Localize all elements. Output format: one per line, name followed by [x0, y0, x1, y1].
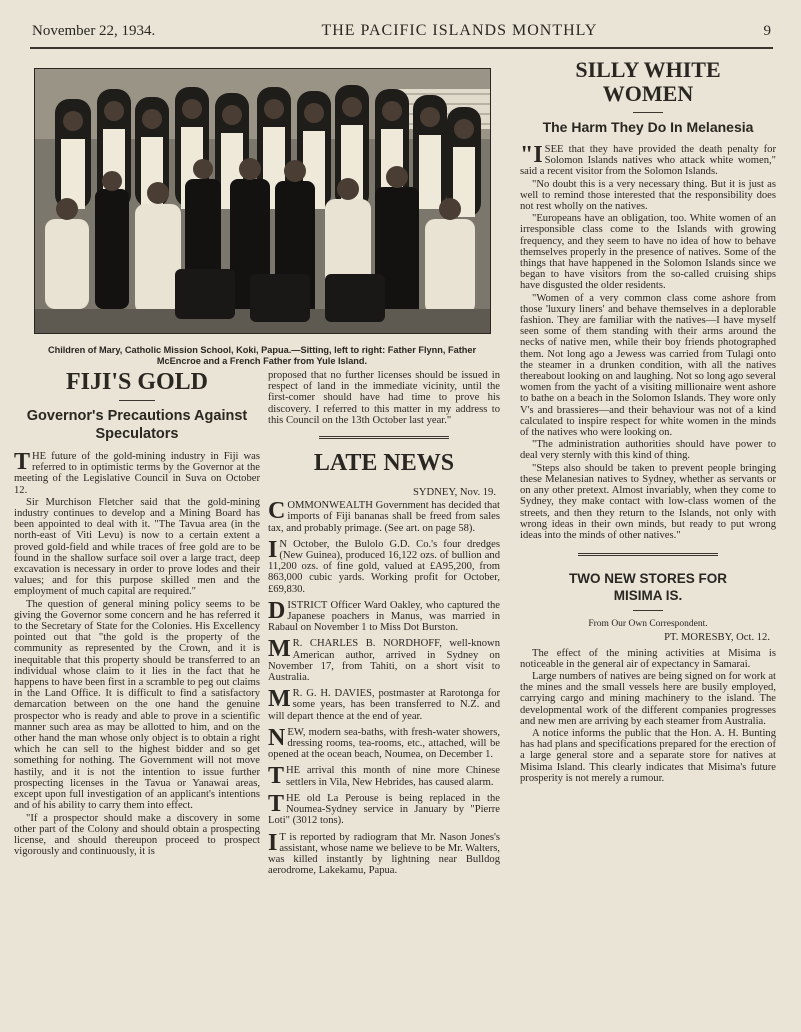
fiji-dropcap: T [14, 449, 31, 475]
late-news-item [268, 829, 500, 877]
late-news-dropcap: I [268, 536, 278, 563]
late-news-item-text: HE arrival this month of nine more Chinese settlers in Vila, New Hebrides, has caused alarm. [286, 765, 500, 788]
misima-byline: From Our Own Correspondent. [588, 619, 708, 630]
late-news-dropcap: N [268, 724, 286, 751]
header-rule [30, 47, 773, 49]
late-news-item-text: ISTRICT Officer Ward Oakley, who captured the Japanese poachers in Manus, was married in Rabaul on November 1 to Miss Dot Burston. [268, 599, 500, 634]
late-news-item [268, 790, 500, 827]
late-news-dropcap: I [268, 829, 278, 856]
fiji-para-2: Sir Murchison Fletcher said that the gold-mining industry continues to develop and a Mining Board has been appointed to deal with it. "The Tavua area (in the north-east of Viti Levu) is now to a certain extent a proved gold-field and while traces of free gold are to be found in the shallow surface soil over a large tract, deep excavation is necessary in order to prove lodes and their values; and for this purpose skilled men and the employment of much capital are required." [14, 496, 260, 598]
misima-para-3: A notice informs the public that the Hon. A. H. Bunting has had plans and specifications prepared for the erection of a large general store and a separate store for natives at Misima Island. This clearly indicates that Misima's future prosperity is not merely a rumour. [520, 727, 776, 784]
late-news-dropcap: M [268, 636, 291, 663]
late-news-headline: LATE NEWS [313, 450, 455, 477]
page-number: 9 [763, 22, 771, 39]
silly-para-4: "Women of a very common class come ashore from those 'luxury liners' and behave themselves in a deplorable fashion. They are familiar with the natives—I have myself seen some of them standing with their arms around the necks of native men, while their boy friends photographed them. Not long ago a Jewess was carried from Tulagi onto the steamer in a drunken condition, with all the natives thereabout looking on and laughing. Not so long ago several women from the yacht of a visiting millionaire went ashore to bathe on a beach in the Solomon Islands. They wore only V's and brassieres—and their behaviour was not of a kind calculated to inspire respect for white women in the minds of the natives who were looking on. [520, 292, 776, 439]
misima-divider [633, 610, 663, 611]
silly-para-2: "No doubt this is a very necessary thing. But it is just as well to remind those interested that the responsibility does not rest wholly on the natives. [520, 178, 776, 213]
late-news-dateline: SYDNEY, Nov. 19. [413, 487, 496, 499]
fiji-subhead: Governor's Precautions Against Speculators [26, 408, 248, 442]
silly-headline-line-2: WOMEN [602, 81, 694, 106]
late-news-dropcap: T [268, 790, 285, 817]
misima-para-2: Large numbers of natives are being signed on for work at the mines and the small vessels here are busily employed, carrying cargo and mining machinery to the island. The developmental work of the different companies progresses and new men are arriving by each steamer from Australia. [520, 670, 776, 727]
silly-dropcap: "I [520, 142, 543, 168]
late-news-item [268, 536, 500, 595]
misima-headline-line-2: MISIMA IS. [613, 588, 683, 604]
late-news-item [268, 688, 500, 722]
late-news-item [268, 500, 500, 534]
silly-subhead: The Harm They Do In Melanesia [542, 119, 754, 135]
silly-para-1: "ISEE that they have provided the death penalty for Solomon Islands natives who attack white women," said a recent visitor from the Solomon Islands. [520, 142, 776, 178]
photo-caption: Children of Mary, Catholic Mission School, Koki, Papua.—Sitting, left to right: Father Flynn, Father McEncroe and a French Father from Yule Island. [47, 345, 477, 366]
fiji-article [14, 368, 260, 858]
late-news-item-text: R. CHARLES B. NORDHOFF, well-known American author, arrived in Sydney on November 17, from Tahiti, on a short visit to Australia. [268, 638, 500, 684]
late-news-item [268, 763, 500, 790]
misima-rule [578, 553, 718, 556]
late-news-item [268, 638, 500, 683]
late-news-item-text: N October, the Bulolo G.D. Co.'s four dredges (New Guinea), produced 16,122 ozs. of bullion and 11,200 ozs. of fine gold, valued at £A95,200, from 863,000 cubic yards. Working profit for October, £69,830. [268, 538, 500, 595]
late-news-item-text: OMMONWEALTH Government has decided that imports of Fiji bananas shall be freed from sales tax, and probably primage. (See art. on page 58). [268, 500, 500, 534]
late-news-item-text: EW, modern sea-baths, with fresh-water showers, dressing rooms, tea-rooms, etc., attached, will be opened at the ocean beach, Noumea, on December 1. [268, 726, 500, 761]
silly-para-5: "The administration authorities should have power to deal very sternly with this kind of thing. [520, 439, 776, 462]
late-news-item-text: T is reported by radiogram that Mr. Nason Jones's assistant, whose name we believe to be Mr. Walters, was killed instantly by lightning near Bulldog aerodrome, Lakekamu, Papua. [268, 831, 500, 877]
silly-women-article [520, 58, 776, 785]
late-news-rule [319, 436, 449, 439]
late-news-item-text: HE old La Perouse is being replaced in the Noumea-Sydney service in January by "Pierre Loti" (3012 tons). [268, 792, 500, 827]
silly-headline-line-1: SILLY WHITE [575, 57, 721, 82]
fiji-continuation: proposed that no further licenses should be issued in respect of land in the immediate vicinity, until the first-comer should have had time to prove his discovery. I referred to this matter in my address to this Council on the 13th October last year." [268, 370, 500, 426]
group-photo-illustration [35, 69, 491, 334]
late-news-dropcap: D [268, 597, 286, 624]
late-news-item [268, 597, 500, 634]
late-news-item [268, 724, 500, 761]
fiji-para-3: The question of general mining policy seems to be giving the Governor some concern and he has referred it to the Secretary of State for the Colonies. His Excellency pointed out that "the gold is the property of the community as represented by the Crown, and it is inequitable that this property should be transferred to an individual whose claim to it lies in the fact that he happens to have been first in a scramble to peg out claims in the Land Office. It is difficult to find a satisfactory demarcation between on the one hand the genuine prospector who is ready and able to prove in a scientific manner such area as may be allotted to him, and on the other hand the man whose only object is to obtain a right which he can sell to the highest bidder and so get something for nothing. The Government will not move hastily, and it is not the intention to issue further prospecting licenses in the Tavua or Yanawai areas, except upon full investigation of an applicant's intentions and of his ability to carry them into effect. [14, 598, 260, 812]
mission-school-photo [34, 68, 491, 334]
publication-title: THE PACIFIC ISLANDS MONTHLY [321, 22, 598, 39]
late-news-item-text: R. G. H. DAVIES, postmaster at Rarotonga for some years, has been transferred to N.Z. and will depart thence at the end of year. [268, 688, 500, 722]
issue-date: November 22, 1934. [32, 22, 156, 39]
silly-divider [633, 112, 663, 113]
late-news-items [268, 500, 500, 876]
middle-column [268, 370, 500, 881]
page-header [32, 18, 771, 44]
late-news-dropcap: C [268, 498, 286, 525]
silly-para-3: "Europeans have an obligation, too. White women of an irresponsible class come to the Islands with growing frequency, and they seem to have no idea of how to behave themselves properly in the presence of natives. Some of the things that have happened in the Solomon Islands since we began to have visitors from the so-called cruising ships have disgusted the older residents. [520, 213, 776, 292]
fiji-para-1: THE future of the gold-mining industry in Fiji was referred to in optimistic terms by the Governor at the meeting of the Legislative Council in Suva on October 12. [14, 449, 260, 496]
misima-para-1: The effect of the mining activities at Misima is noticeable in the general air of expectancy in Samarai. [520, 647, 776, 670]
fiji-para-4: "If a prospector should make a discovery in some other part of the Colony and should obtain a prospecting license, and should thereupon proceed to prospect vigorously and continuously, it is [14, 812, 260, 858]
late-news-dropcap: M [268, 686, 291, 713]
misima-headline-line-1: TWO NEW STORES FOR [569, 571, 727, 587]
misima-dateline: PT. MORESBY, Oct. 12. [664, 632, 770, 644]
fiji-divider [119, 400, 155, 401]
silly-para-6: "Steps also should be taken to prevent people bringing these Melanesian natives to Sydney, whether as servants or on any other pretext. Almost invariably, when they come to Sydney, they make contact with low-class women of the streets, and then they return to the Islands, not only with wrong ideas in their own minds, but ready to put wrong ideas into the minds of other natives." [520, 462, 776, 541]
late-news-dropcap: T [268, 763, 285, 790]
fiji-headline: FIJI'S GOLD [65, 369, 209, 395]
